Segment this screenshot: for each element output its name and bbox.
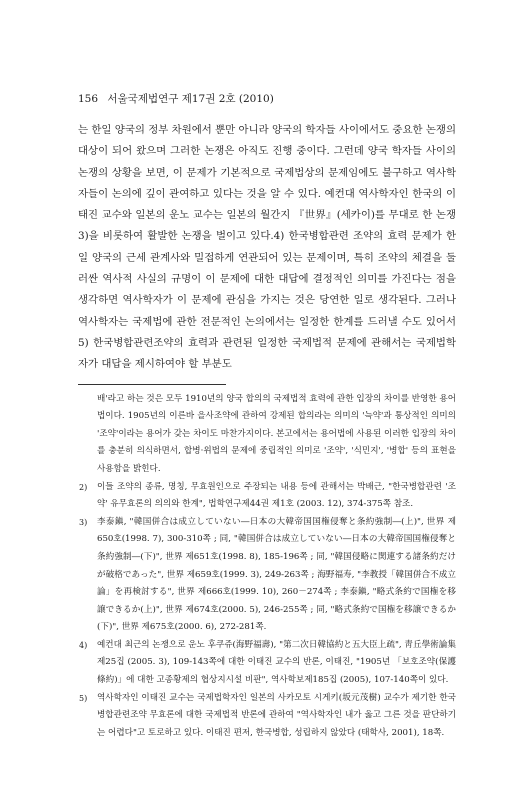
footnote-5 (78, 690, 456, 743)
journal-title: 서울국제법연구 제17권 2호 (2010) (107, 93, 274, 105)
footnote-2 (78, 479, 456, 514)
footnote-text: 예컨대 최근의 논쟁으로 운노 후쿠쥬(海野福壽), "第二次日韓協約と五大臣上疏", 靑丘學術論集 제25집 (2005. 3), 109-143쪽에 대한 이태진 교수의 반론, 이태진, "1905년 「보호조약(保護條約)」에 대한 고종황제의 협상지시설 비판", 역사학보제185집 (2005), 107-140쪽이 있다. (97, 639, 456, 686)
body-paragraph: 는 한일 양국의 정부 차원에서 뿐만 아니라 양국의 학자들 사이에서도 중요한 논쟁의 대상이 되어 왔으며 그러한 논쟁은 아직도 진행 중이다. 그런데 양국 학자들 사이의 논쟁의 상황을 보면, 이 문제가 기본적으로 국제법상의 문제임에도 불구하고 역사학자들이 논의에 깊이 관여하고 있다는 것을 알 수 있다. 예컨대 역사학자인 한국의 이태진 교수와 일본의 운노 교수는 일본의 월간지 『世界』(세카이)를 무대로 한 논쟁3)을 비롯하여 활발한 논쟁을 벌이고 있다.4) 한국병합관련 조약의 효력 문제가 한일 양국의 근세 관계사와 밀접하게 연관되어 있는 문제이며, 특히 조약의 체결을 둘러싼 역사적 사실의 규명이 이 문제에 대한 대답에 결정적인 의미를 가진다는 점을 생각하면 역사학자가 이 문제에 관심을 가지는 것은 당연한 일로 생각된다. 그러나 역사학자는 국제법에 관한 전문적인 논의에서는 일정한 한계를 드러낼 수도 있어서5) 한국병합관련조약의 효력과 관련된 일정한 국제법적 문제에 관해서는 국제법학자가 대답을 제시하여야 할 부분도 (78, 124, 456, 371)
footnote-text: 이들 조약의 종류, 명칭, 무효원인으로 주장되는 내용 등에 관해서는 박배근, "한국병합관련 '조약' 유무효론의 의의와 한계", 법학연구제44권 제1호 (2003. 12), 374-375쪽 참조. (97, 481, 456, 510)
footnote-text: 배'라고 하는 것은 모두 1910년의 양국 합의의 국제법적 효력에 관한 입장의 차이를 반영한 용어법이다. 1905년의 이른바 을사조약에 관하여 강제된 합의라는 의미의 '늑약'과 통상적인 의미의 '조약'이라는 용어가 갖는 차이도 마찬가지이다. 본고에서는 용어법에 사용된 이러한 입장의 차이를 충분히 의식하면서, 합병·위법의 문제에 중립적인 의미로 '조약', '식민지', '병합' 등의 표현을 사용함을 밝힌다. (97, 393, 456, 474)
running-header (78, 90, 456, 108)
footnote-mark: 4) (79, 640, 88, 650)
footnote-continued (78, 391, 456, 479)
footnote-mark: 2) (79, 482, 88, 492)
footnote-4 (78, 637, 456, 690)
footnote-divider (78, 384, 226, 385)
footnote-3 (78, 514, 456, 637)
footnote-mark: 5) (79, 693, 88, 703)
footnotes (78, 391, 456, 743)
page-number: 156 (78, 93, 99, 105)
document-page (78, 90, 456, 742)
footnote-mark: 3) (79, 517, 88, 527)
footnote-text: 역사학자인 이태진 교수는 국제법학자인 일본의 사카모토 시게키(坂元茂樹) 교수가 제기한 한국병합관련조약 무효론에 대한 국제법적 반론에 관하여 "역사학자인 내가 옳고 그른 것을 판단하기는 어렵다"고 토로하고 있다. 이태진 편저, 한국병합, 성립하지 않았다 (태학사, 2001), 18쪽. (97, 692, 456, 738)
footnote-text: 李泰鎭, "韓国併合は成立していない―日本の大韓帝国国権侵奪と条約強制―(上)", 世界 제650호(1998. 7), 300-310쪽 ; 同, "韓国併合は成立していない―日本の大韓帝国国権侵奪と条約強制―(下)", 世界 제651호(1998. 8), 185-196쪽 ; 同, "韓国侵略に関連する諸条約だけが破格であった", 世界 제659호(1999. 3), 249-263쪽 ; 海野福寿, "李教授「韓国併合不成立論」を再検討する", 世界 제666호(1999. 10), 260－274쪽 ; 李泰鎭, "略式条約で国権を移譲できるか(上)", 世界 제674호(2000. 5), 246-255쪽 ; 同, "略式条約で国権を移譲できるか(下)", 世界 제675호(2000. 6), 272-281쪽. (97, 516, 456, 633)
